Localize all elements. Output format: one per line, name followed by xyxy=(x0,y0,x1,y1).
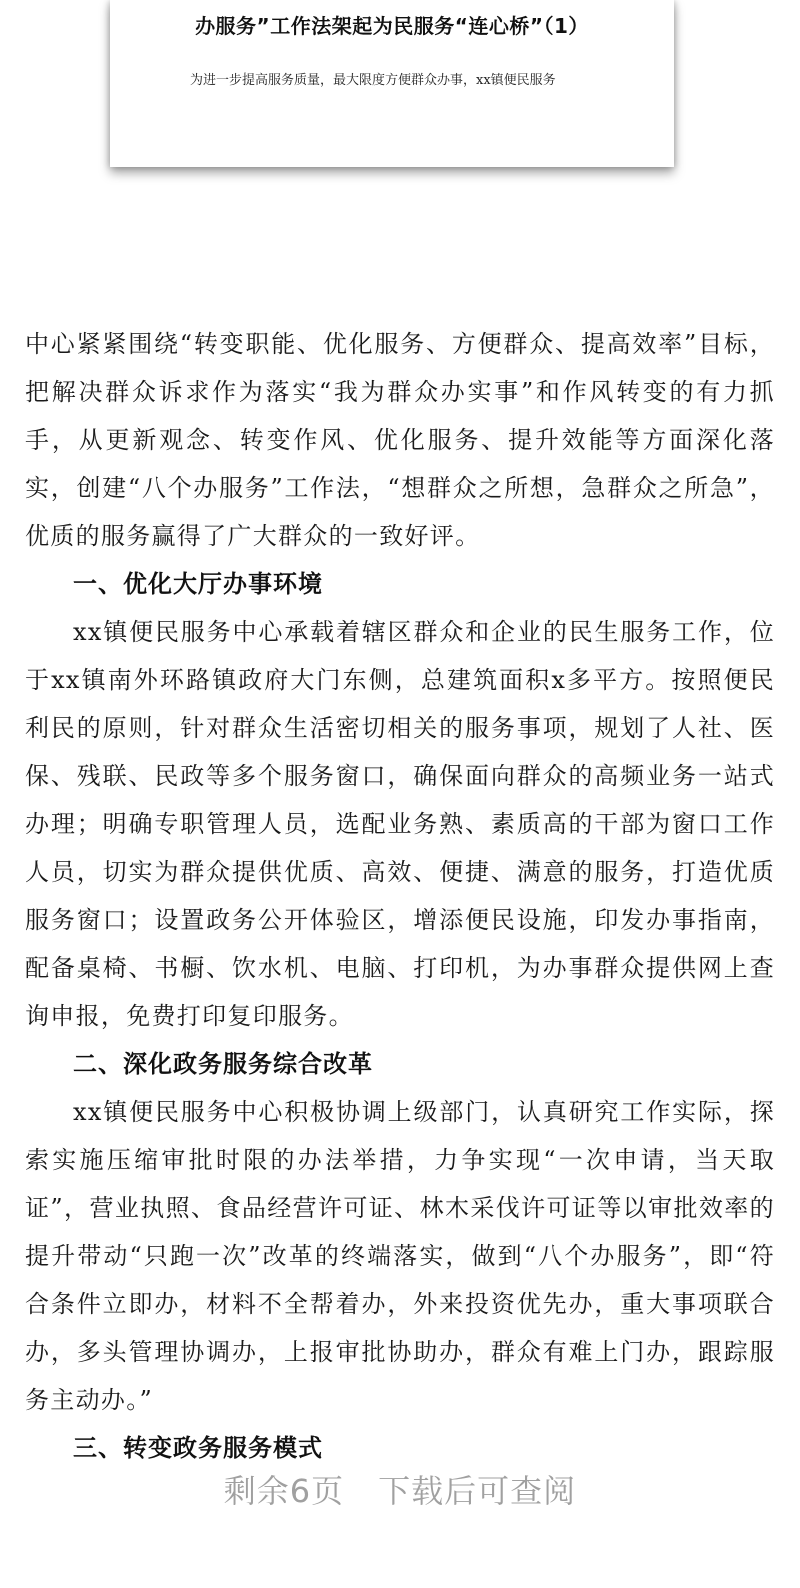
preview-title: 办服务”工作法架起为民服务“连心桥”（1） xyxy=(195,14,589,38)
remaining-pages-label: 剩余6页 xyxy=(223,1472,345,1510)
intro-paragraph: 中心紧紧围绕“转变职能、优化服务、方便群众、提高效率”目标，把解决群众诉求作为落实“我为群众办实事”和作风转变的有力抓手，从更新观念、转变作风、优化服务、提升效能等方面深化落实，创建“八个办服务”工作法，“想群众之所想，急群众之所急”，优质的服务赢得了广大群众的一致好评。 xyxy=(25,330,775,550)
download-hint-label: 下载后可查阅 xyxy=(378,1472,577,1510)
section-paragraph-2: xx镇便民服务中心积极协调上级部门，认真研究工作实际，探索实施压缩审批时限的办法举措，力争实现“一次申请，当天取证”，营业执照、食品经营许可证、林木采伐许可证等以审批效率的提升带动“只跑一次”改革的终端落实，做到“八个办服务”，即“符合条件立即办，材料不全帮着办，外来投资优先办，重大事项联合办，多头管理协调办，上报审批协助办，群众有难上门办，跟踪服务主动办。” xyxy=(25,1098,775,1414)
section-heading-1: 一、优化大厅办事环境 xyxy=(73,570,323,598)
preview-subtitle: 为进一步提高服务质量，最大限度方便群众办事，xx镇便民服务 xyxy=(190,73,556,88)
section-heading-3: 三、转变政务服务模式 xyxy=(73,1434,323,1462)
remaining-pages-banner[interactable] xyxy=(0,1466,800,1512)
section-paragraph-1: xx镇便民服务中心承载着辖区群众和企业的民生服务工作，位于xx镇南外环路镇政府大门东侧，总建筑面积x多平方。按照便民利民的原则，针对群众生活密切相关的服务事项，规划了人社、医保、残联、民政等多个服务窗口，确保面向群众的高频业务一站式办理；明确专职管理人员，选配业务熟、素质高的干部为窗口工作人员，切实为群众提供优质、高效、便捷、满意的服务，打造优质服务窗口；设置政务公开体验区，增添便民设施，印发办事指南，配备桌椅、书橱、饮水机、电脑、打印机，为办事群众提供网上查询申报，免费打印复印服务。 xyxy=(25,618,775,1030)
section-heading-2: 二、深化政务服务综合改革 xyxy=(73,1050,373,1078)
document-preview-card xyxy=(110,0,674,167)
document-body xyxy=(25,320,775,1472)
